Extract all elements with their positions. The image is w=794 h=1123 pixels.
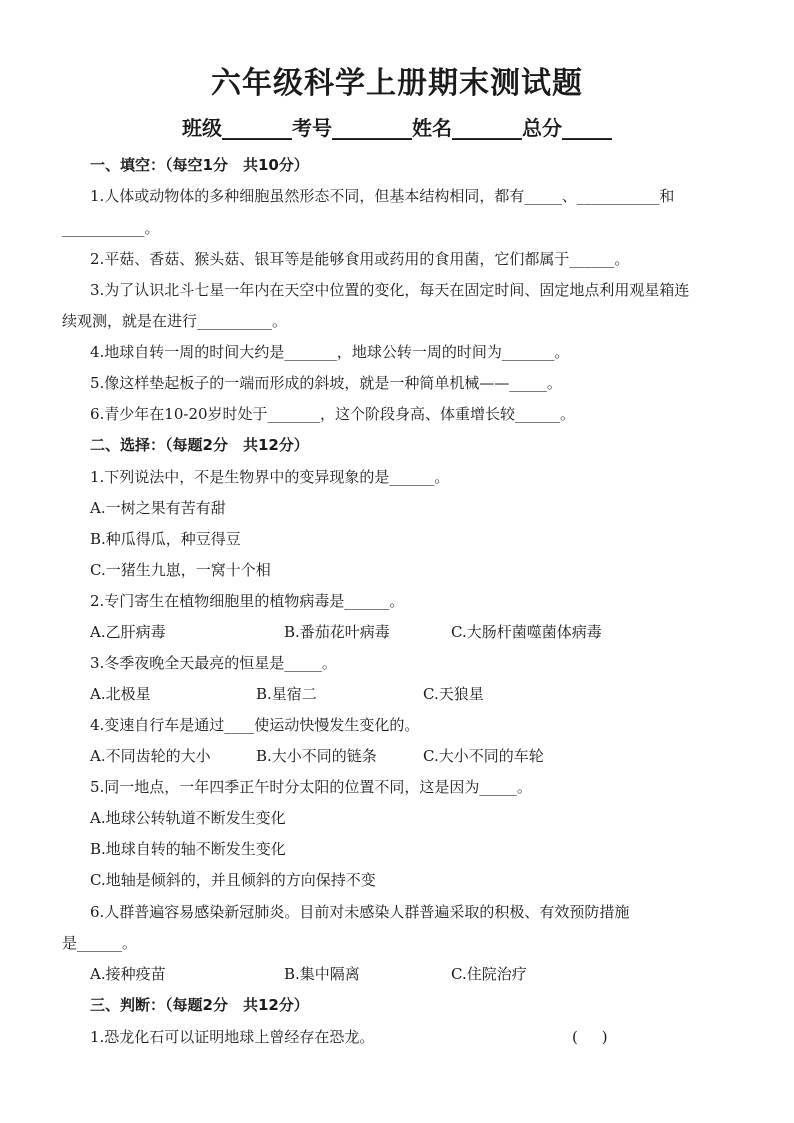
fill-question-5: 5.像这样垫起板子的一端而形成的斜坡，就是一种简单机械——_____。	[90, 374, 562, 392]
choice-4-option-b: B.大小不同的链条	[256, 747, 377, 765]
fill-question-4: 4.地球自转一周的时间大约是_______，地球公转一周的时间为_______。	[90, 343, 570, 361]
section-heading-judge: 三、判断：（每题2分 共12分）	[90, 996, 309, 1014]
choice-4-option-c: C.大小不同的车轮	[423, 747, 544, 765]
choice-5-option-b: B.地球自转的轴不断发生变化	[90, 840, 286, 858]
choice-2-option-a: A.乙肝病毒	[90, 623, 166, 641]
choice-1-option-b: B.种瓜得瓜，种豆得豆	[90, 530, 241, 548]
choice-3-option-a: A.北极星	[90, 685, 151, 703]
choice-question-6-cont: 是______。	[62, 934, 138, 952]
student-info-line: 班级_______考号________姓名_______总分_____	[182, 116, 612, 140]
choice-6-option-a: A.接种疫苗	[90, 965, 166, 983]
choice-2-option-c: C.大肠杆菌噬菌体病毒	[451, 623, 602, 641]
section-heading-choice: 二、选择：（每题2分 共12分）	[90, 436, 309, 454]
choice-question-5: 5.同一地点，一年四季正午时分太阳的位置不同，这是因为_____。	[90, 778, 532, 796]
choice-question-3: 3.冬季夜晚全天最亮的恒星是_____。	[90, 654, 337, 672]
choice-3-option-b: B.星宿二	[256, 685, 317, 703]
fill-question-2: 2.平菇、香菇、猴头菇、银耳等是能够食用或药用的食用菌，它们都属于______。	[90, 250, 630, 268]
choice-1-option-c: C.一猪生九崽，一窝十个相	[90, 561, 271, 579]
fill-question-3-cont: 续观测，就是在进行__________。	[62, 312, 288, 330]
fill-question-3: 3.为了认识北斗七星一年内在天空中位置的变化，每天在固定时间、固定地点利用观星箱连	[90, 281, 690, 299]
choice-5-option-a: A.地球公转轨道不断发生变化	[90, 809, 286, 827]
choice-question-2: 2.专门寄生在植物细胞里的植物病毒是______。	[90, 592, 405, 610]
judge-question-1: 1.恐龙化石可以证明地球上曾经存在恐龙。	[90, 1028, 375, 1046]
answer-parentheses[interactable]: ( )	[572, 1028, 608, 1046]
section-heading-fill: 一、填空：（每空1分 共10分）	[90, 156, 309, 174]
choice-5-option-c: C.地轴是倾斜的，并且倾斜的方向保持不变	[90, 871, 376, 889]
choice-question-4: 4.变速自行车是通过____使运动快慢发生变化的。	[90, 716, 420, 734]
choice-1-option-a: A.一树之果有苦有甜	[90, 499, 226, 517]
fill-question-1: 1.人体或动物体的多种细胞虽然形态不同，但基本结构相同，都有_____、___________和	[90, 187, 675, 205]
choice-question-1: 1.下列说法中，不是生物界中的变异现象的是______。	[90, 468, 450, 486]
choice-2-option-b: B.番茄花叶病毒	[284, 623, 390, 641]
choice-4-option-a: A.不同齿轮的大小	[90, 747, 211, 765]
choice-6-option-c: C.住院治疗	[451, 965, 527, 983]
choice-question-6: 6.人群普遍容易感染新冠肺炎。目前对未感染人群普遍采取的积极、有效预防措施	[90, 903, 630, 921]
fill-question-1-cont: ___________。	[62, 219, 160, 237]
page-title: 六年级科学上册期末测试题	[211, 66, 583, 101]
choice-3-option-c: C.天狼星	[423, 685, 484, 703]
fill-question-6: 6.青少年在10-20岁时处于_______，这个阶段身高、体重增长较______。	[90, 405, 576, 423]
choice-6-option-b: B.集中隔离	[284, 965, 360, 983]
